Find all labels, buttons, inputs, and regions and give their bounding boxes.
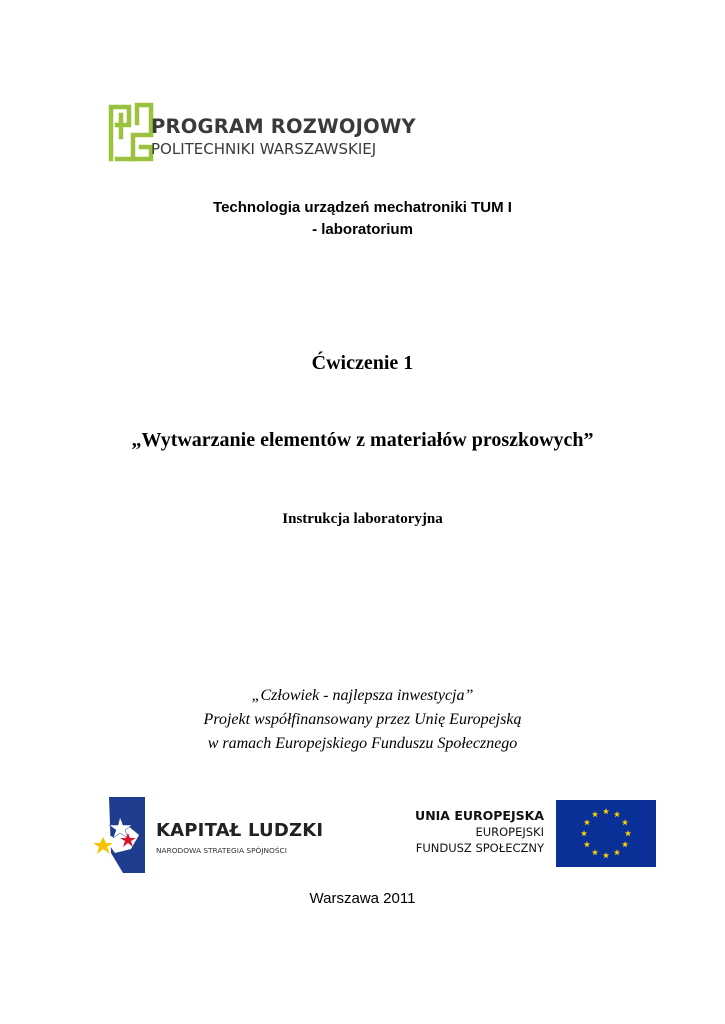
eu-line-1: UNIA EUROPEJSKA	[415, 808, 544, 823]
document-type: Instrukcja laboratoryjna	[282, 511, 443, 527]
funding-motto: „Człowiek - najlepsza inwestycja”	[251, 687, 474, 704]
place-date: Warszawa 2011	[309, 890, 416, 907]
program-rozwojowy-logo	[107, 101, 417, 163]
kapital-ludzki-logo	[93, 797, 333, 873]
eu-star-icon	[625, 830, 631, 836]
eu-star-icon	[592, 811, 598, 817]
eu-star-icon	[592, 849, 598, 855]
funding-line-3: w ramach Europejskiego Funduszu Społecznego	[207, 735, 518, 752]
eu-line-3: FUNDUSZ SPOŁECZNY	[415, 841, 544, 855]
prw-logo-line1: PROGRAM ROZWOJOWY	[151, 115, 416, 138]
prw-logo-line2: POLITECHNIKI WARSZAWSKIEJ	[151, 140, 377, 158]
kapital-ludzki-mark-icon	[93, 797, 145, 873]
eu-star-icon	[614, 849, 620, 855]
eu-star-icon	[584, 819, 590, 825]
exercise-topic: „Wytwarzanie elementów z materiałów proszkowych”	[131, 429, 594, 451]
eu-star-icon	[581, 830, 587, 836]
eu-stars	[556, 800, 656, 867]
eu-line-2: EUROPEJSKI	[475, 825, 544, 839]
kapital-ludzki-subtitle: NARODOWA STRATEGIA SPÓJNOŚCI	[156, 846, 287, 855]
eu-star-icon	[622, 841, 628, 847]
exercise-title: Ćwiczenie 1	[311, 352, 414, 374]
kapital-ludzki-title: KAPITAŁ LUDZKI	[156, 820, 324, 841]
eu-star-icon	[603, 852, 609, 858]
eu-star-icon	[584, 841, 590, 847]
eu-star-icon	[614, 811, 620, 817]
eu-flag-icon	[556, 800, 656, 867]
course-subtitle: - laboratorium	[312, 221, 413, 238]
funding-line-2: Projekt współfinansowany przez Unię Europejską	[203, 711, 522, 728]
eu-text-block	[380, 808, 544, 856]
eu-star-icon	[603, 808, 609, 814]
course-title: Technologia urządzeń mechatroniki TUM I	[213, 199, 512, 216]
eu-star-icon	[622, 819, 628, 825]
